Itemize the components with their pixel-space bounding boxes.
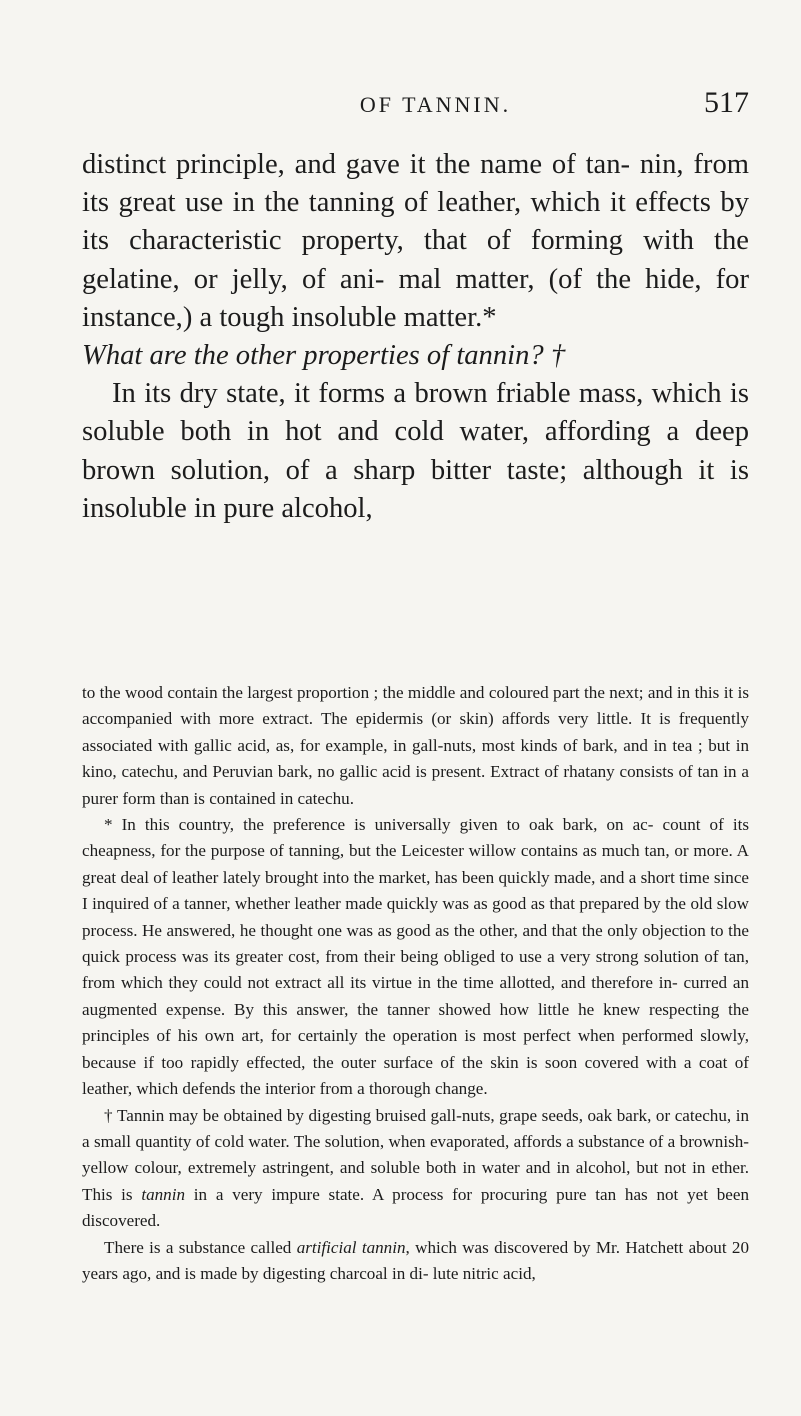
footnote-star: * In this country, the preference is universally given to oak bark, on ac- count of its cheapness, for the purpose of tanning, but the Leicester willow contains as much tan, or more. A great deal of leather lately brought into the market, has been quickly made, and a short time since I inquired of a tanner, whether leather made quickly was as good as that prepared by the old slow process. He answered, he thought one was as good as the other, and that the only objection to the quick process was its greater cost, from their being obliged to use a very strong solution of tan, from which they could not extract all its virtue in the time allotted, and therefore in- curred an augmented expense. By this answer, the tanner showed how little he knew respecting the principles of his own art, for certainly the operation is most perfect when performed slowly, because if too rapidly effected, the outer surface of the skin is soon covered with a coat of leather, which defends the interior from a thorough change. — [82, 815, 749, 1099]
footnote-dagger-text-b: in a very impure state. A process for procuring pure tan has not yet been discovered. — [82, 1184, 749, 1231]
footnote-artificial-tannin — [82, 1235, 749, 1288]
main-text — [82, 146, 749, 528]
artificial-emphasis: artificial tannin — [296, 1237, 406, 1257]
artificial-text-a: There is a substance called — [104, 1237, 297, 1257]
footnotes — [82, 680, 749, 1287]
footnote-continuation: to the wood contain the largest proportion ; the middle and coloured part the next; and in this it is accompanied with more extract. The epidermis (or skin) affords very little. It is frequently associated with gallic acid, as, for example, in gall-nuts, most kinds of bark, and in tea ; but in kino, catechu, and Peruvian bark, no gallic acid is present. Extract of rhatany consists of tan in a purer form than is contained in catechu. — [82, 683, 749, 808]
footnote-dagger-text-a: † Tannin may be obtained by digesting bruised gall-nuts, grape seeds, oak bark, or catechu, in a small quantity of cold water. The solution, when evaporated, affords a substance of a brownish-yellow colour, extremely astringent, and soluble both in water and in alcohol, but not in ether. This is — [82, 1105, 749, 1204]
artificial-text-b: , which was discovered by Mr. Hatchett about 20 years ago, and is made by digesting charcoal in di- lute nitric acid, — [82, 1237, 749, 1283]
body-paragraph-2: In its dry state, it forms a brown friable mass, which is soluble both in hot and cold water, affording a deep brown solution, of a sharp bitter taste; although it is insoluble in pure alcohol, — [82, 378, 749, 524]
footnote-dagger — [82, 1103, 749, 1235]
running-title: OF TANNIN. — [359, 92, 512, 117]
running-head — [82, 86, 749, 126]
page-number: 517 — [704, 86, 749, 119]
footnote-dagger-emphasis: tannin — [141, 1184, 186, 1204]
question-heading: What are the other properties of tannin? † — [82, 340, 566, 372]
body-paragraph-1: distinct principle, and gave it the name of tan- nin, from its great use in the tanning of leather, which it effects by its characteristic property, that of forming with the gelatine, or jelly, of ani- mal matter, (of the hide, for instance,) a tough insoluble matter.* — [82, 149, 749, 333]
